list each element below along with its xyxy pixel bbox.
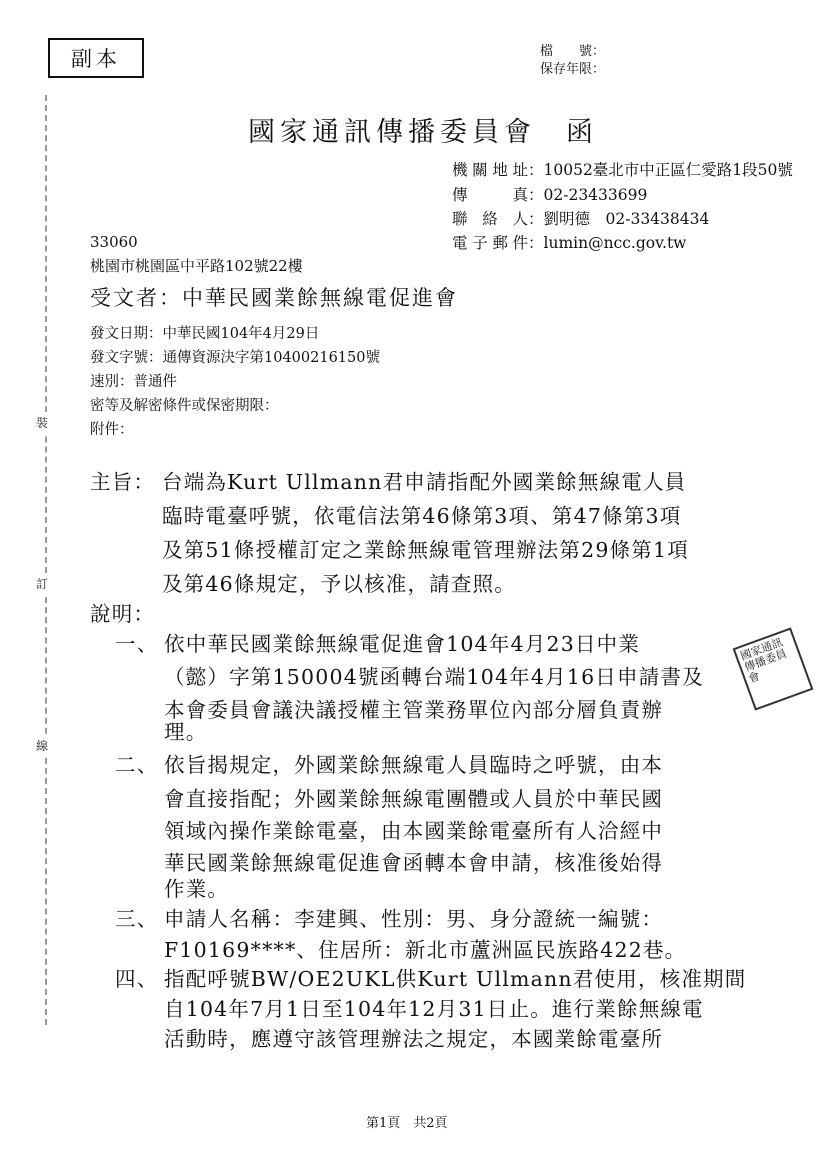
postal-code: 33060 xyxy=(90,233,138,251)
item-line: 申請人名稱：李建興、性別：男、身分證統一編號： xyxy=(164,907,664,931)
item-line: 理。 xyxy=(164,720,208,744)
seal-stamp: 國家通訊傳播委員會 xyxy=(733,627,814,710)
retention-period-label: 保存年限： xyxy=(540,62,606,77)
copy-mark: 副本 xyxy=(48,38,144,78)
subject-line: 台端為Kurt Ullmann君申請指配外國業餘無線電人員 xyxy=(162,470,687,494)
contact-person: 聯 絡 人：劉明德 02-33438434 xyxy=(452,207,709,229)
attachment: 附件： xyxy=(90,422,134,438)
item-number: 四、 xyxy=(115,967,159,991)
item-number: 二、 xyxy=(115,753,159,777)
item-line: 華民國業餘無線電促進會函轉本會申請，核准後始得 xyxy=(164,851,664,875)
item-line: 作業。 xyxy=(164,877,230,901)
item-number: 一、 xyxy=(115,632,159,656)
item-line: 會直接指配；外國業餘無線電團體或人員於中華民國 xyxy=(164,787,664,811)
item-line: 依中華民國業餘無線電促進會104年4月23日中業 xyxy=(164,632,641,656)
recipient-address: 桃園市桃園區中平路102號22樓 xyxy=(90,257,303,275)
page-number: 第1頁 共2頁 xyxy=(366,1116,448,1131)
binding-mark: 線 xyxy=(36,735,48,756)
item-line: 指配呼號BW/OE2UKL供Kurt Ullmann君使用，核准期間 xyxy=(164,967,747,991)
item-line: 活動時，應遵守該管理辦法之規定，本國業餘電臺所 xyxy=(164,1027,664,1051)
item-number: 三、 xyxy=(115,907,159,931)
agency-name: 國家通訊傳播委員會 xyxy=(248,117,536,148)
document-number: 發文字號：通傳資源決字第10400216150號 xyxy=(90,350,380,366)
subject-line: 及第51條授權訂定之業餘無線電管理辦法第29條第1項 xyxy=(162,538,689,562)
file-number-label: 檔 號： xyxy=(540,44,606,59)
subject-line: 及第46條規定，予以核准，請查照。 xyxy=(162,572,516,596)
address-label: 機關地址 xyxy=(452,161,528,179)
binding-line xyxy=(45,95,47,1025)
fax-number: 傳 真：02-23433699 xyxy=(452,183,647,205)
document-type: 函 xyxy=(566,117,598,148)
contact-email: 電子郵件：lumin@ncc.gov.tw xyxy=(452,231,686,253)
document-title xyxy=(248,110,598,149)
subject-line: 臨時電臺呼號，依電信法第46條第3項、第47條第3項 xyxy=(162,504,682,528)
email-label: 電子郵件 xyxy=(452,234,528,252)
delivery-speed: 速別：普通件 xyxy=(90,374,177,390)
item-line: F10169****、住居所：新北市蘆洲區民族路422巷。 xyxy=(164,938,687,962)
binding-mark: 裝 xyxy=(36,412,48,433)
item-line: 本會委員會議決議授權主管業務單位內部分層負責辦 xyxy=(164,698,664,722)
agency-address: 機關地址：10052臺北市中正區仁愛路1段50號 xyxy=(452,158,793,180)
binding-mark: 訂 xyxy=(36,573,48,594)
explanation-label: 說明： xyxy=(90,602,156,626)
secrecy-level: 密等及解密條件或保密期限： xyxy=(90,398,279,414)
fax-label: 傳 真 xyxy=(452,186,528,204)
item-line: 領域內操作業餘電臺，由本國業餘電臺所有人洽經中 xyxy=(164,819,664,843)
recipient: 受文者：中華民國業餘無線電促進會 xyxy=(90,286,458,310)
subject-label: 主旨： xyxy=(90,470,156,494)
item-line: 自104年7月1日至104年12月31日止。進行業餘無線電 xyxy=(164,997,704,1021)
issue-date: 發文日期：中華民國104年4月29日 xyxy=(90,326,320,342)
contact-person-label: 聯 絡 人 xyxy=(452,210,528,228)
item-line: 依旨揭規定，外國業餘無線電人員臨時之呼號，由本 xyxy=(164,753,664,777)
item-line: （懿）字第150004號函轉台端104年4月16日申請書及 xyxy=(164,665,704,689)
